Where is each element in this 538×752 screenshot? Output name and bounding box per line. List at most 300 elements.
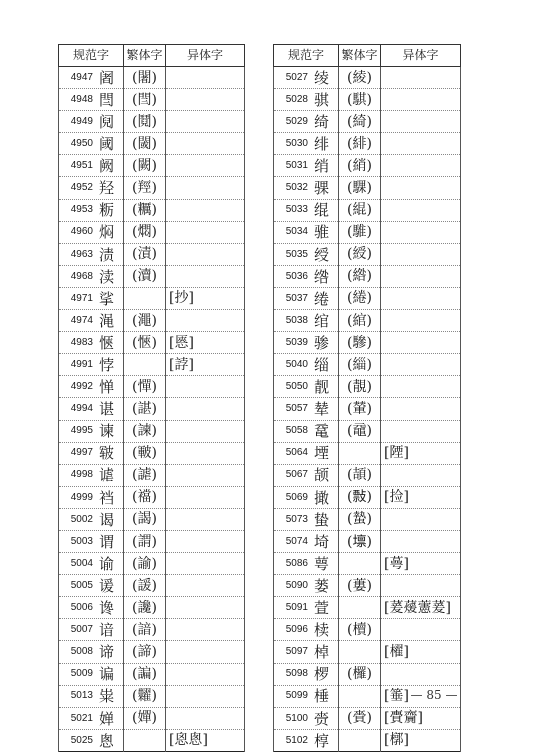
standard-cell [274, 486, 339, 508]
variant-character: [㥦] [166, 332, 245, 354]
standard-cell [274, 597, 339, 619]
entry-number: 5097 [285, 646, 308, 658]
entry-number: 5067 [285, 469, 308, 481]
entry-number: 4960 [70, 226, 93, 238]
traditional-character [124, 729, 166, 751]
standard-cell [59, 67, 124, 89]
entry-number: 5031 [285, 160, 308, 172]
standard-cell [59, 508, 124, 530]
entry-number: 5073 [285, 513, 308, 525]
standard-character: 萱 [314, 599, 330, 618]
variant-character [166, 376, 245, 398]
table-row [59, 155, 245, 177]
entry-number: 5102 [285, 734, 308, 746]
entry-number: 4948 [70, 93, 93, 105]
traditional-character: (諫) [124, 420, 166, 442]
entry-number: 5036 [285, 270, 308, 282]
table-row [274, 729, 461, 751]
standard-character: 阋 [99, 112, 115, 131]
table-row [59, 508, 245, 530]
table-row [59, 530, 245, 552]
standard-cell [59, 729, 124, 751]
standard-cell [274, 619, 339, 641]
standard-character: 骓 [314, 223, 330, 242]
header-traditional: 繁体字 [339, 45, 381, 67]
table-row [59, 221, 245, 243]
variant-character [166, 641, 245, 663]
traditional-character: (諶) [124, 398, 166, 420]
table-row [59, 89, 245, 111]
table-row [59, 111, 245, 133]
table-row [274, 177, 461, 199]
entry-number: 5032 [285, 182, 308, 194]
header-variant: 异体字 [381, 45, 461, 67]
entry-number: 5091 [285, 602, 308, 614]
traditional-character [339, 597, 381, 619]
variant-character [166, 575, 245, 597]
traditional-character: (綣) [339, 287, 381, 309]
traditional-character [124, 287, 166, 309]
standard-character: 谌 [99, 400, 115, 419]
table-row [274, 287, 461, 309]
variant-character: [櫂] [381, 641, 461, 663]
traditional-character: (憚) [124, 376, 166, 398]
standard-cell [274, 508, 339, 530]
standard-character: 绾 [314, 311, 330, 330]
entry-number: 4998 [70, 469, 93, 481]
traditional-character: (綃) [339, 155, 381, 177]
entry-number: 5028 [285, 93, 308, 105]
variant-character: [蕚] [381, 553, 461, 575]
variant-character [381, 265, 461, 287]
standard-character: 堙 [314, 444, 330, 463]
variant-character [381, 243, 461, 265]
variant-character [166, 111, 245, 133]
standard-cell [274, 67, 339, 89]
entry-number: 4963 [70, 248, 93, 260]
traditional-character: (閾) [124, 133, 166, 155]
traditional-character: (綬) [339, 243, 381, 265]
entry-number: 5034 [285, 226, 308, 238]
standard-cell [274, 729, 339, 751]
entry-number: 4968 [70, 270, 93, 282]
entry-number: 5090 [285, 579, 308, 591]
standard-cell [59, 310, 124, 332]
standard-cell [274, 265, 339, 287]
variant-character: [箠] [381, 685, 461, 707]
variant-character [381, 508, 461, 530]
variant-character [166, 265, 245, 287]
variant-character [381, 663, 461, 685]
traditional-character [339, 729, 381, 751]
entry-number: 5069 [285, 491, 308, 503]
variant-character [166, 553, 245, 575]
standard-character: 渎 [99, 267, 115, 286]
entry-number: 5009 [70, 668, 93, 680]
variant-character [166, 199, 245, 221]
entry-number: 5057 [285, 403, 308, 415]
entry-number: 5064 [285, 447, 308, 459]
variant-character [381, 398, 461, 420]
page-number: — 85 — [410, 688, 458, 702]
standard-character: 绫 [314, 68, 330, 87]
entry-number: 5074 [285, 535, 308, 547]
entry-number: 5013 [70, 690, 93, 702]
variant-character: [萲蕿藼萲] [381, 597, 461, 619]
entry-number: 5100 [285, 712, 308, 724]
standard-cell [59, 553, 124, 575]
variant-character [381, 376, 461, 398]
entry-number: 5030 [285, 138, 308, 150]
standard-character: 谝 [99, 665, 115, 684]
traditional-character: (輦) [339, 398, 381, 420]
variant-character [381, 221, 461, 243]
table-row [274, 420, 461, 442]
traditional-character: (騍) [339, 177, 381, 199]
entry-number: 5039 [285, 336, 308, 348]
traditional-character [339, 641, 381, 663]
standard-cell [59, 155, 124, 177]
variant-character [166, 707, 245, 729]
variant-character [381, 530, 461, 552]
table-row [59, 575, 245, 597]
variant-character [166, 398, 245, 420]
variant-character [166, 177, 245, 199]
character-table-left [58, 44, 245, 752]
table-row [274, 641, 461, 663]
table-row [274, 619, 461, 641]
standard-character: 谗 [99, 599, 115, 618]
standard-character: 皲 [99, 444, 115, 463]
standard-character: 绻 [314, 289, 330, 308]
table-row [274, 354, 461, 376]
traditional-character [339, 685, 381, 707]
standard-character: 谓 [99, 532, 115, 551]
standard-character: 婵 [99, 709, 115, 728]
standard-character: 绺 [314, 267, 330, 286]
entry-number: 4991 [70, 359, 93, 371]
standard-cell [59, 111, 124, 133]
entry-number: 5008 [70, 646, 93, 658]
traditional-character: (𡒄) [339, 530, 381, 552]
variant-character [381, 464, 461, 486]
variant-character [381, 332, 461, 354]
standard-character: 撖 [314, 488, 330, 507]
table-row [59, 177, 245, 199]
table-row [274, 265, 461, 287]
entry-number: 5037 [285, 292, 308, 304]
table-row [59, 420, 245, 442]
standard-character: 谑 [99, 466, 115, 485]
traditional-character: (騅) [339, 221, 381, 243]
standard-character: 颉 [314, 466, 330, 485]
standard-cell [274, 177, 339, 199]
variant-character [166, 221, 245, 243]
table-row [59, 641, 245, 663]
entry-number: 5029 [285, 115, 308, 127]
entry-number: 4951 [70, 160, 93, 172]
standard-character: 阇 [99, 68, 115, 87]
variant-character: [恖悤] [166, 729, 245, 751]
traditional-character: (綺) [339, 111, 381, 133]
standard-cell [274, 464, 339, 486]
traditional-character: (諼) [124, 575, 166, 597]
standard-character: 绶 [314, 245, 330, 264]
entry-number: 5086 [285, 557, 308, 569]
entry-number: 5050 [285, 381, 308, 393]
entry-number: 5035 [285, 248, 308, 260]
entry-number: 5003 [70, 535, 93, 547]
standard-cell [59, 177, 124, 199]
traditional-character: (櫝) [339, 619, 381, 641]
standard-character: 谏 [99, 422, 115, 441]
traditional-character: (賫) [339, 707, 381, 729]
standard-cell [59, 398, 124, 420]
standard-character: 萼 [314, 554, 330, 573]
standard-cell [59, 486, 124, 508]
traditional-character: (緋) [339, 133, 381, 155]
standard-cell [274, 398, 339, 420]
table-row [274, 663, 461, 685]
standard-character: 粝 [99, 201, 115, 220]
table-row [274, 155, 461, 177]
standard-cell [274, 575, 339, 597]
table-row [59, 67, 245, 89]
standard-character: 悖 [99, 356, 115, 375]
table-row [274, 486, 461, 508]
standard-cell [274, 111, 339, 133]
standard-character: 裆 [99, 488, 115, 507]
table-row [59, 685, 245, 707]
standard-cell [274, 243, 339, 265]
entry-number: 4983 [70, 336, 93, 348]
standard-cell [59, 464, 124, 486]
standard-cell [274, 663, 339, 685]
table-row [274, 332, 461, 354]
entry-number: 4994 [70, 403, 93, 415]
header-traditional: 繁体字 [124, 45, 166, 67]
traditional-character: (愜) [124, 332, 166, 354]
variant-character [166, 67, 245, 89]
entry-number: 5002 [70, 513, 93, 525]
table-row [59, 332, 245, 354]
variant-character [381, 310, 461, 332]
standard-character: 埼 [314, 532, 330, 551]
traditional-character [339, 553, 381, 575]
entry-number: 4947 [70, 71, 93, 83]
traditional-character: (黿) [339, 420, 381, 442]
table-row [59, 597, 245, 619]
table-row [274, 575, 461, 597]
traditional-character: (羥) [124, 177, 166, 199]
standard-character: 赍 [314, 709, 330, 728]
variant-character [166, 486, 245, 508]
standard-cell [274, 442, 339, 464]
traditional-character: (瀆) [124, 265, 166, 287]
table-row [274, 199, 461, 221]
variant-character: [誖] [166, 354, 245, 376]
entry-number: 4953 [70, 204, 93, 216]
traditional-character: (闍) [124, 67, 166, 89]
variant-character [166, 89, 245, 111]
table-row [59, 398, 245, 420]
traditional-character: (謂) [124, 530, 166, 552]
standard-cell [274, 89, 339, 111]
table-row [59, 354, 245, 376]
standard-cell [59, 597, 124, 619]
table-row [59, 619, 245, 641]
traditional-character: (諞) [124, 663, 166, 685]
entry-number: 5025 [70, 734, 93, 746]
header-standard: 规范字 [274, 45, 339, 67]
standard-character: 骒 [314, 179, 330, 198]
variant-character [166, 530, 245, 552]
standard-character: 谙 [99, 621, 115, 640]
variant-character [381, 287, 461, 309]
traditional-character: (綾) [339, 67, 381, 89]
standard-cell [59, 376, 124, 398]
table-row [59, 442, 245, 464]
variant-character [166, 508, 245, 530]
variant-character [166, 243, 245, 265]
table-row [274, 243, 461, 265]
standard-character: 骐 [314, 90, 330, 109]
standard-cell [274, 310, 339, 332]
variant-character [381, 111, 461, 133]
entry-number: 5005 [70, 579, 93, 591]
entry-number: 5007 [70, 624, 93, 636]
standard-character: 挲 [99, 289, 115, 308]
standard-cell [274, 376, 339, 398]
variant-character: [抄] [166, 287, 245, 309]
traditional-character: (諭) [124, 553, 166, 575]
entry-number: 5040 [285, 359, 308, 371]
variant-character [166, 619, 245, 641]
variant-character [166, 464, 245, 486]
traditional-character: (澠) [124, 310, 166, 332]
standard-cell [274, 530, 339, 552]
standard-cell [59, 685, 124, 707]
standard-character: 谕 [99, 554, 115, 573]
traditional-character: (綰) [339, 310, 381, 332]
standard-cell [274, 707, 339, 729]
standard-cell [59, 221, 124, 243]
standard-cell [59, 619, 124, 641]
table-row [59, 486, 245, 508]
traditional-character: (騏) [339, 89, 381, 111]
variant-character [381, 133, 461, 155]
entry-number: 4950 [70, 138, 93, 150]
traditional-character: (欏) [339, 663, 381, 685]
entry-number: 5038 [285, 314, 308, 326]
traditional-character: (讒) [124, 597, 166, 619]
standard-cell [59, 287, 124, 309]
traditional-character: (漬) [124, 243, 166, 265]
standard-character: 焖 [99, 223, 115, 242]
variant-character [381, 67, 461, 89]
standard-cell [59, 133, 124, 155]
variant-character [381, 619, 461, 641]
standard-cell [59, 420, 124, 442]
variant-character [166, 442, 245, 464]
standard-character: 谖 [99, 576, 115, 595]
standard-character: 阈 [99, 135, 115, 154]
table-row [59, 376, 245, 398]
traditional-character: (諦) [124, 641, 166, 663]
standard-character: 椟 [314, 621, 330, 640]
traditional-character: (糲) [124, 199, 166, 221]
variant-character [381, 89, 461, 111]
table-row [274, 508, 461, 530]
standard-cell [59, 265, 124, 287]
traditional-character: (燜) [124, 221, 166, 243]
standard-cell [274, 221, 339, 243]
variant-character [381, 575, 461, 597]
standard-cell [274, 641, 339, 663]
standard-cell [59, 89, 124, 111]
standard-character: 悤 [99, 731, 115, 750]
traditional-character: (閆) [124, 89, 166, 111]
table-row [59, 464, 245, 486]
traditional-character: (緇) [339, 354, 381, 376]
traditional-character: (緄) [339, 199, 381, 221]
standard-character: 鼋 [314, 422, 330, 441]
variant-character [381, 199, 461, 221]
standard-cell [274, 332, 339, 354]
traditional-character: (謔) [124, 464, 166, 486]
standard-character: 绡 [314, 157, 330, 176]
table-row [59, 133, 245, 155]
standard-cell [274, 553, 339, 575]
traditional-character [124, 354, 166, 376]
variant-character: [捡] [381, 486, 461, 508]
variant-character [166, 597, 245, 619]
standard-character: 蛰 [314, 510, 330, 529]
standard-character: 棰 [314, 687, 330, 706]
standard-cell [59, 707, 124, 729]
variant-character [166, 420, 245, 442]
variant-character: [賷齎] [381, 707, 461, 729]
standard-character: 羟 [99, 179, 115, 198]
standard-character: 惮 [99, 378, 115, 397]
entry-number: 5098 [285, 668, 308, 680]
entry-number: 5006 [70, 602, 93, 614]
traditional-character: (驂) [339, 332, 381, 354]
traditional-character: (皸) [124, 442, 166, 464]
entry-number: 4997 [70, 447, 93, 459]
standard-cell [59, 199, 124, 221]
table-row [59, 265, 245, 287]
table-row [59, 663, 245, 685]
standard-cell [274, 199, 339, 221]
standard-character: 绮 [314, 112, 330, 131]
variant-character [166, 133, 245, 155]
standard-character: 粜 [99, 687, 115, 706]
variant-character [381, 177, 461, 199]
traditional-character: (謁) [124, 508, 166, 530]
table-row [274, 310, 461, 332]
traditional-character: (𢿏) [339, 486, 381, 508]
variant-character [166, 155, 245, 177]
standard-character: 谛 [99, 643, 115, 662]
standard-character: 閆 [99, 90, 115, 109]
variant-character [381, 420, 461, 442]
entry-number: 5058 [285, 425, 308, 437]
standard-cell [59, 575, 124, 597]
entry-number: 4995 [70, 425, 93, 437]
variant-character [381, 354, 461, 376]
table-row [59, 310, 245, 332]
